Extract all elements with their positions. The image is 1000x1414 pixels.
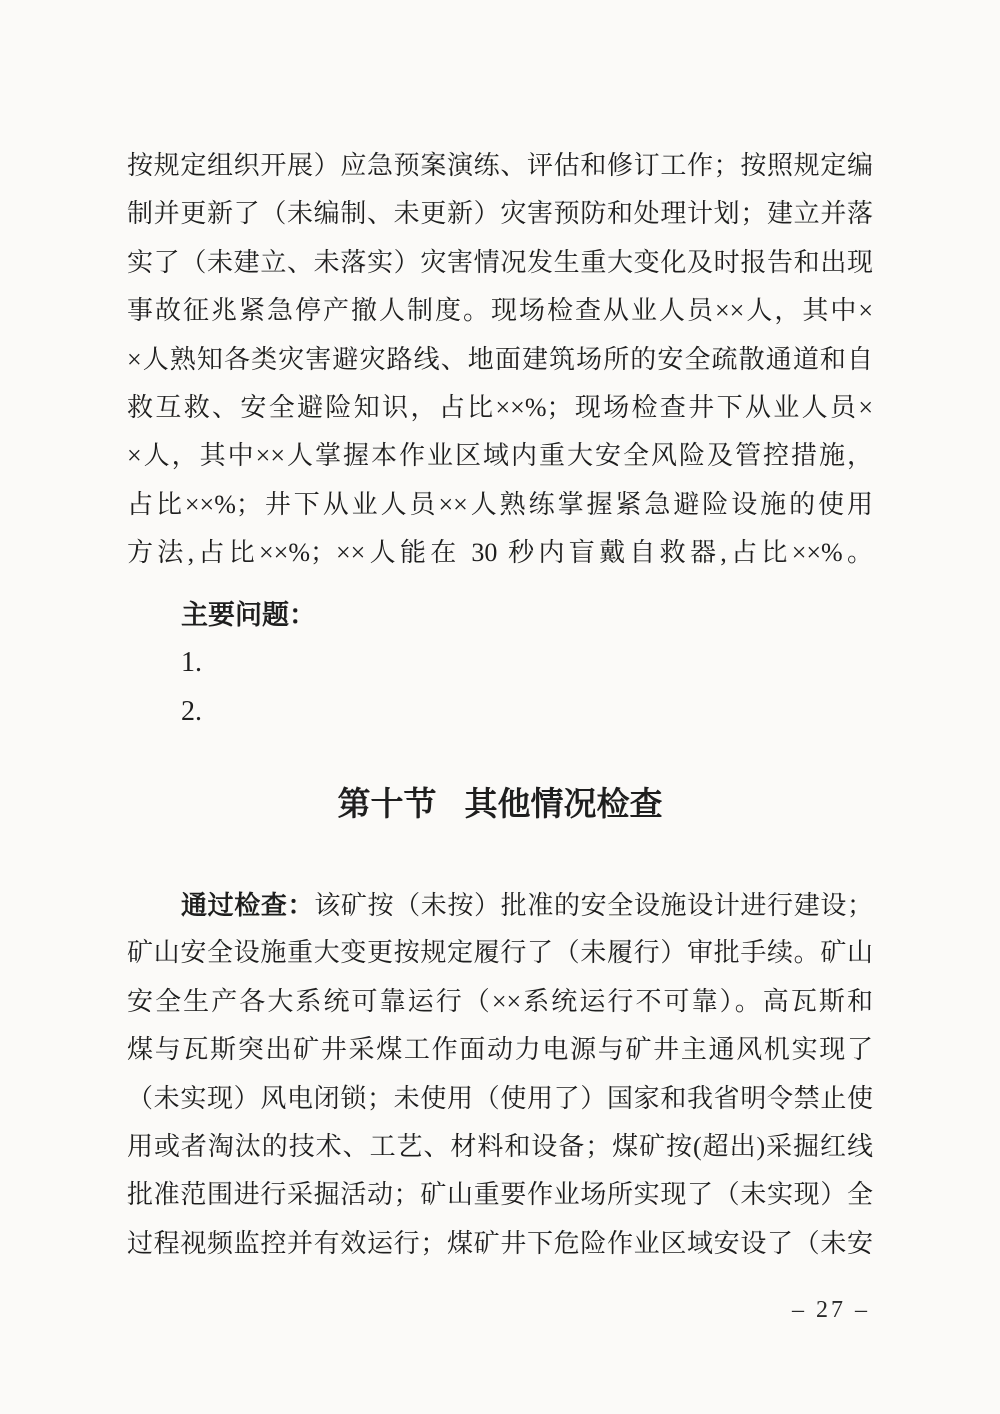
page-number: – 27 –: [792, 1297, 870, 1323]
inspection-paragraph: [127, 881, 873, 1268]
body-line: 按规定组织开展）应急预案演练、评估和修订工作；按照规定编: [127, 151, 873, 180]
continuation-paragraph: [127, 142, 873, 578]
section-heading: [127, 779, 873, 831]
issues-label: 主要问题：: [181, 600, 316, 630]
issue-item-1: 1.: [181, 647, 202, 678]
body-line: 过程视频监控并有效运行；煤矿井下危险作业区域安设了（未安: [127, 1228, 873, 1258]
body-line: 事故征兆紧急停产撤人制度。现场检查从业人员××人，其中×: [127, 296, 873, 326]
body-line: 矿山安全设施重大变更按规定履行了（未履行）审批手续。矿山: [127, 938, 873, 968]
inspection-first-line-text: 该矿按（未按）批准的安全设施设计进行建设；: [314, 891, 873, 920]
issue-item-2: 2.: [181, 696, 202, 727]
body-line: 用或者淘汰的技术、工艺、材料和设备；煤矿按(超出)采掘红线: [127, 1131, 873, 1161]
body-line: 安全生产各大系统可靠运行（××系统运行不可靠）。高瓦斯和: [127, 986, 873, 1016]
body-line: 煤与瓦斯突出矿井采煤工作面动力电源与矿井主通风机实现了: [127, 1035, 873, 1065]
body-line: 占比××%；井下从业人员××人熟练掌握紧急避险设施的使用: [127, 489, 873, 519]
body-line: ×人，其中××人掌握本作业区域内重大安全风险及管控措施，: [127, 441, 873, 471]
body-line: 制并更新了（未编制、未更新）灾害预防和处理计划；建立并落: [127, 199, 873, 229]
body-line: 方法,占比××%；××人能在 30 秒内盲戴自救器,占比××%。: [127, 538, 873, 568]
body-line-with-lead: [127, 881, 873, 929]
body-line: （未实现）风电闭锁；未使用（使用了）国家和我省明令禁止使: [127, 1083, 873, 1113]
section-title: 其他情况检查: [464, 787, 663, 823]
body-line: ×人熟知各类灾害避灾路线、地面建筑场所的安全疏散通道和自: [127, 344, 873, 374]
body-line: 救互救、安全避险知识，占比××%；现场检查井下从业人员×: [127, 392, 873, 422]
body-line: 实了（未建立、未落实）灾害情况发生重大变化及时报告和出现: [127, 247, 873, 277]
section-number: 第十节: [337, 787, 437, 823]
inspection-lead-label: 通过检查：: [181, 890, 315, 920]
body-line: 批准范围进行采掘活动；矿山重要作业场所实现了（未实现）全: [127, 1180, 873, 1210]
